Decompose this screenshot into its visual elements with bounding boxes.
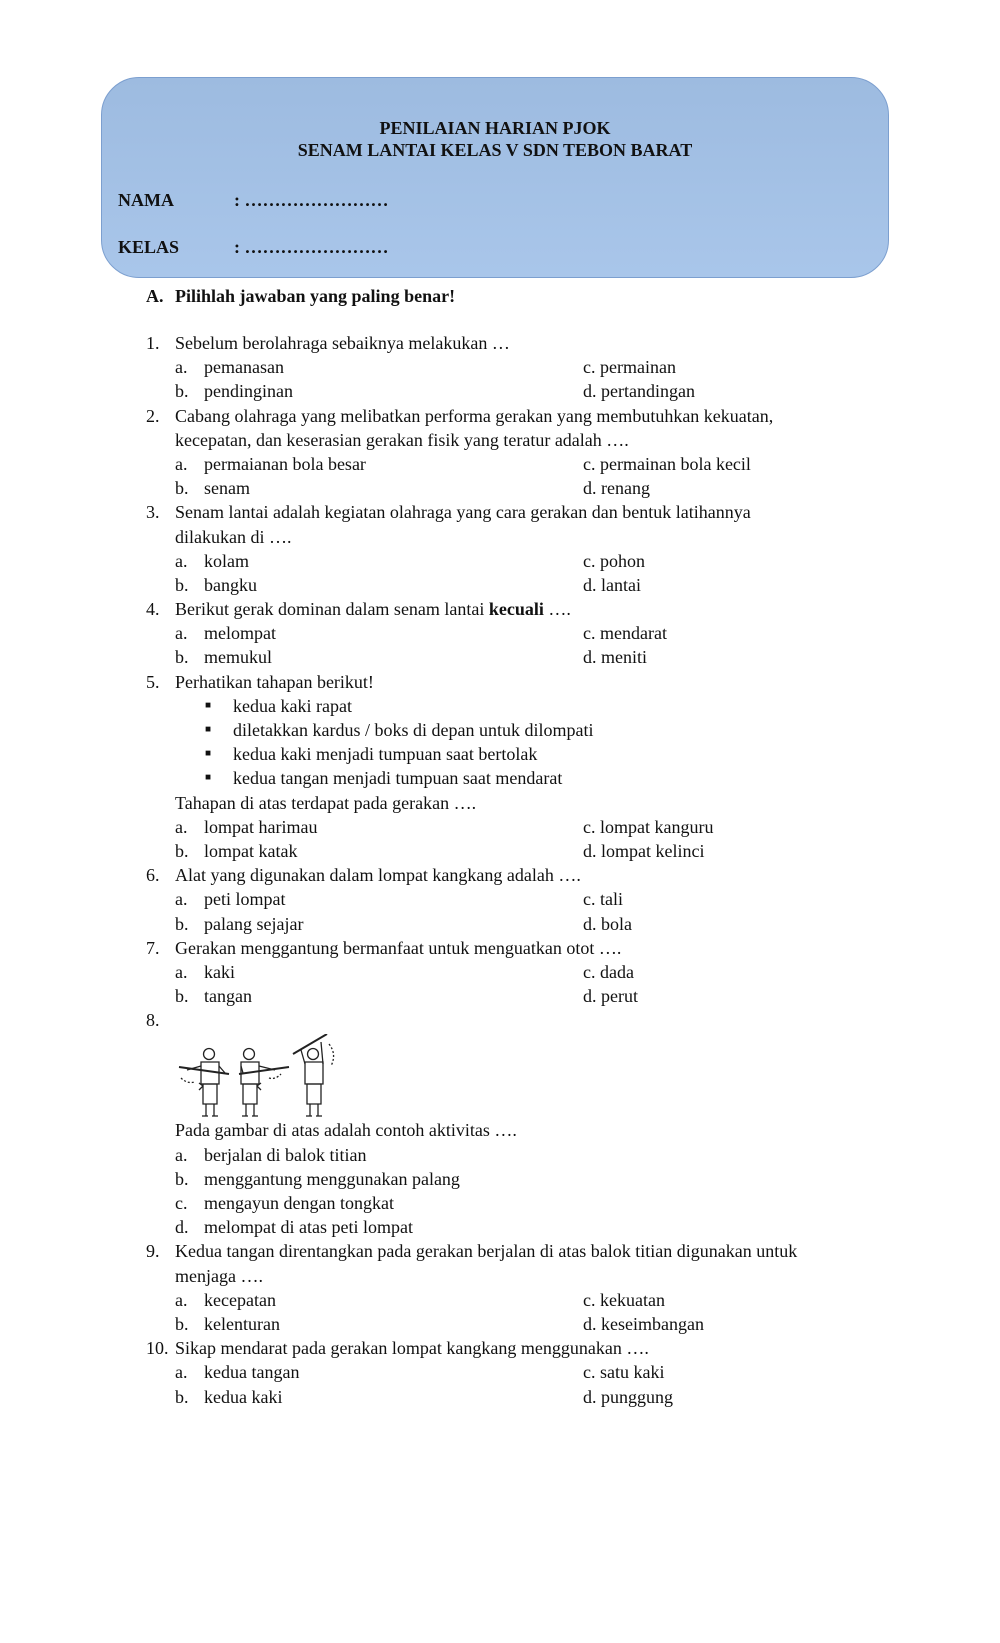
option-b[interactable]: b. lompat katak: [175, 840, 298, 861]
question-number: 4.: [146, 599, 160, 620]
option-a[interactable]: a. kaki: [175, 961, 235, 982]
question-10: [0, 1336, 1000, 1360]
option-a[interactable]: a. kecepatan: [175, 1289, 276, 1310]
question-number: 10.: [146, 1338, 169, 1359]
option-b[interactable]: b. menggantung menggunakan palang: [175, 1168, 460, 1189]
question-number: 3.: [146, 502, 160, 523]
question-text: Kedua tangan direntangkan pada gerakan berjalan di atas balok titian digunakan untuk: [175, 1241, 798, 1262]
option-a[interactable]: a. pemanasan: [175, 357, 284, 378]
stick-swing-illustration: [173, 1034, 343, 1118]
question-number: 6.: [146, 865, 160, 886]
question-text: Senam lantai adalah kegiatan olahraga yang cara gerakan dan bentuk latihannya: [175, 502, 751, 523]
question-number: 5.: [146, 671, 160, 692]
option-b[interactable]: b. palang sejajar: [175, 913, 304, 934]
question-number: 2.: [146, 405, 160, 426]
bullet-square-icon: ■: [205, 772, 212, 784]
section-letter: A.: [146, 286, 164, 306]
question-3: [0, 500, 1000, 524]
question-text: Pada gambar di atas adalah contoh aktivitas ….: [175, 1120, 517, 1141]
option-a[interactable]: a. melompat: [175, 623, 276, 644]
option-a[interactable]: a. berjalan di balok titian: [175, 1144, 367, 1165]
option-d[interactable]: d. meniti: [583, 647, 647, 668]
question-text: Gerakan menggantung bermanfaat untuk menguatkan otot ….: [175, 937, 622, 958]
title-line-1: PENILAIAN HARIAN PJOK: [379, 118, 611, 138]
option-b[interactable]: b. senam: [175, 478, 250, 499]
option-d[interactable]: d. keseimbangan: [583, 1313, 704, 1334]
question-2: [0, 404, 1000, 428]
option-d[interactable]: d. melompat di atas peti lompat: [175, 1217, 413, 1238]
question-5: [0, 670, 1000, 694]
option-a[interactable]: a. peti lompat: [175, 889, 286, 910]
class-field[interactable]: : ……………………: [234, 237, 389, 257]
question-number: 1.: [146, 333, 160, 353]
option-c[interactable]: c. kekuatan: [583, 1289, 665, 1310]
question-text-cont: menjaga ….: [175, 1265, 263, 1286]
question-text: Alat yang digunakan dalam lompat kangkang adalah ….: [175, 865, 581, 886]
option-c[interactable]: c. lompat kanguru: [583, 816, 714, 837]
question-text-cont: kecepatan, dan keserasian gerakan fisik yang teratur adalah ….: [175, 429, 629, 450]
option-a[interactable]: a. kedua tangan: [175, 1362, 300, 1383]
option-c[interactable]: c. tali: [583, 889, 623, 910]
class-label: KELAS: [118, 237, 180, 257]
bullet-square-icon: ■: [205, 724, 212, 735]
option-d[interactable]: d. perut: [583, 986, 638, 1007]
option-d[interactable]: d. lantai: [583, 574, 641, 595]
option-b[interactable]: b. tangan: [175, 986, 252, 1007]
option-b[interactable]: b. pendinginan: [175, 381, 293, 402]
question-text: Perhatikan tahapan berikut!: [175, 671, 374, 692]
question-4: [0, 597, 1000, 621]
bullet-item: ■ diletakkan kardus / boks di depan untuk dilompati: [0, 718, 1000, 742]
question-9: [0, 1239, 1000, 1263]
question-text: Berikut gerak dominan dalam senam lantai kecuali ….: [175, 599, 571, 620]
question-1: [0, 331, 1000, 355]
option-d[interactable]: d. bola: [583, 913, 632, 934]
option-c[interactable]: c. mendarat: [583, 623, 667, 644]
question-text: Sikap mendarat pada gerakan lompat kangkang menggunakan ….: [175, 1338, 649, 1359]
question-6: [0, 863, 1000, 887]
option-b[interactable]: b. bangku: [175, 574, 257, 595]
bullet-square-icon: ■: [205, 699, 212, 711]
option-c[interactable]: c. mengayun dengan tongkat: [175, 1193, 394, 1213]
question-7: [0, 936, 1000, 960]
option-c[interactable]: c. permainan: [583, 357, 676, 378]
question-text-cont: dilakukan di ….: [175, 526, 292, 547]
name-label: NAMA: [118, 190, 174, 210]
question-8: [0, 1008, 1000, 1032]
option-b[interactable]: b. kedua kaki: [175, 1386, 283, 1407]
option-a[interactable]: a. kolam: [175, 550, 249, 571]
option-d[interactable]: d. punggung: [583, 1386, 673, 1407]
question-prompt: Tahapan di atas terdapat pada gerakan ….: [175, 792, 477, 813]
section-instruction-text: Pilihlah jawaban yang paling benar!: [175, 286, 456, 306]
question-number: 9.: [146, 1241, 160, 1262]
question-number: 7.: [146, 937, 160, 958]
option-d[interactable]: d. renang: [583, 478, 650, 499]
header-box: [101, 77, 889, 278]
emphasis-word: kecuali: [488, 599, 544, 620]
option-b[interactable]: b. kelenturan: [175, 1313, 280, 1334]
bullet-item: ■ kedua tangan menjadi tumpuan saat mendarat: [0, 766, 1000, 790]
section-instruction: [146, 286, 455, 307]
title-line-2: SENAM LANTAI KELAS V SDN TEBON BARAT: [297, 140, 693, 160]
question-text: Sebelum berolahraga sebaiknya melakukan …: [175, 333, 510, 353]
bullet-square-icon: ■: [205, 748, 212, 760]
option-a[interactable]: a. permaianan bola besar: [175, 453, 366, 474]
option-c[interactable]: c. permainan bola kecil: [583, 453, 751, 474]
question-text: Cabang olahraga yang melibatkan performa gerakan yang membutuhkan kekuatan,: [175, 405, 774, 426]
option-a[interactable]: a. lompat harimau: [175, 816, 318, 837]
option-b[interactable]: b. memukul: [175, 647, 272, 668]
option-d[interactable]: d. pertandingan: [583, 381, 695, 402]
option-c[interactable]: c. dada: [583, 961, 634, 982]
question-list: [0, 331, 1000, 1409]
option-c[interactable]: c. pohon: [583, 550, 645, 571]
bullet-item: ■ kedua kaki menjadi tumpuan saat bertolak: [0, 742, 1000, 766]
question-number: 8.: [146, 1010, 160, 1031]
option-d[interactable]: d. lompat kelinci: [583, 840, 705, 861]
option-c[interactable]: c. satu kaki: [583, 1362, 665, 1383]
name-field[interactable]: : ……………………: [234, 190, 389, 210]
bullet-item: ■ kedua kaki rapat: [0, 694, 1000, 718]
